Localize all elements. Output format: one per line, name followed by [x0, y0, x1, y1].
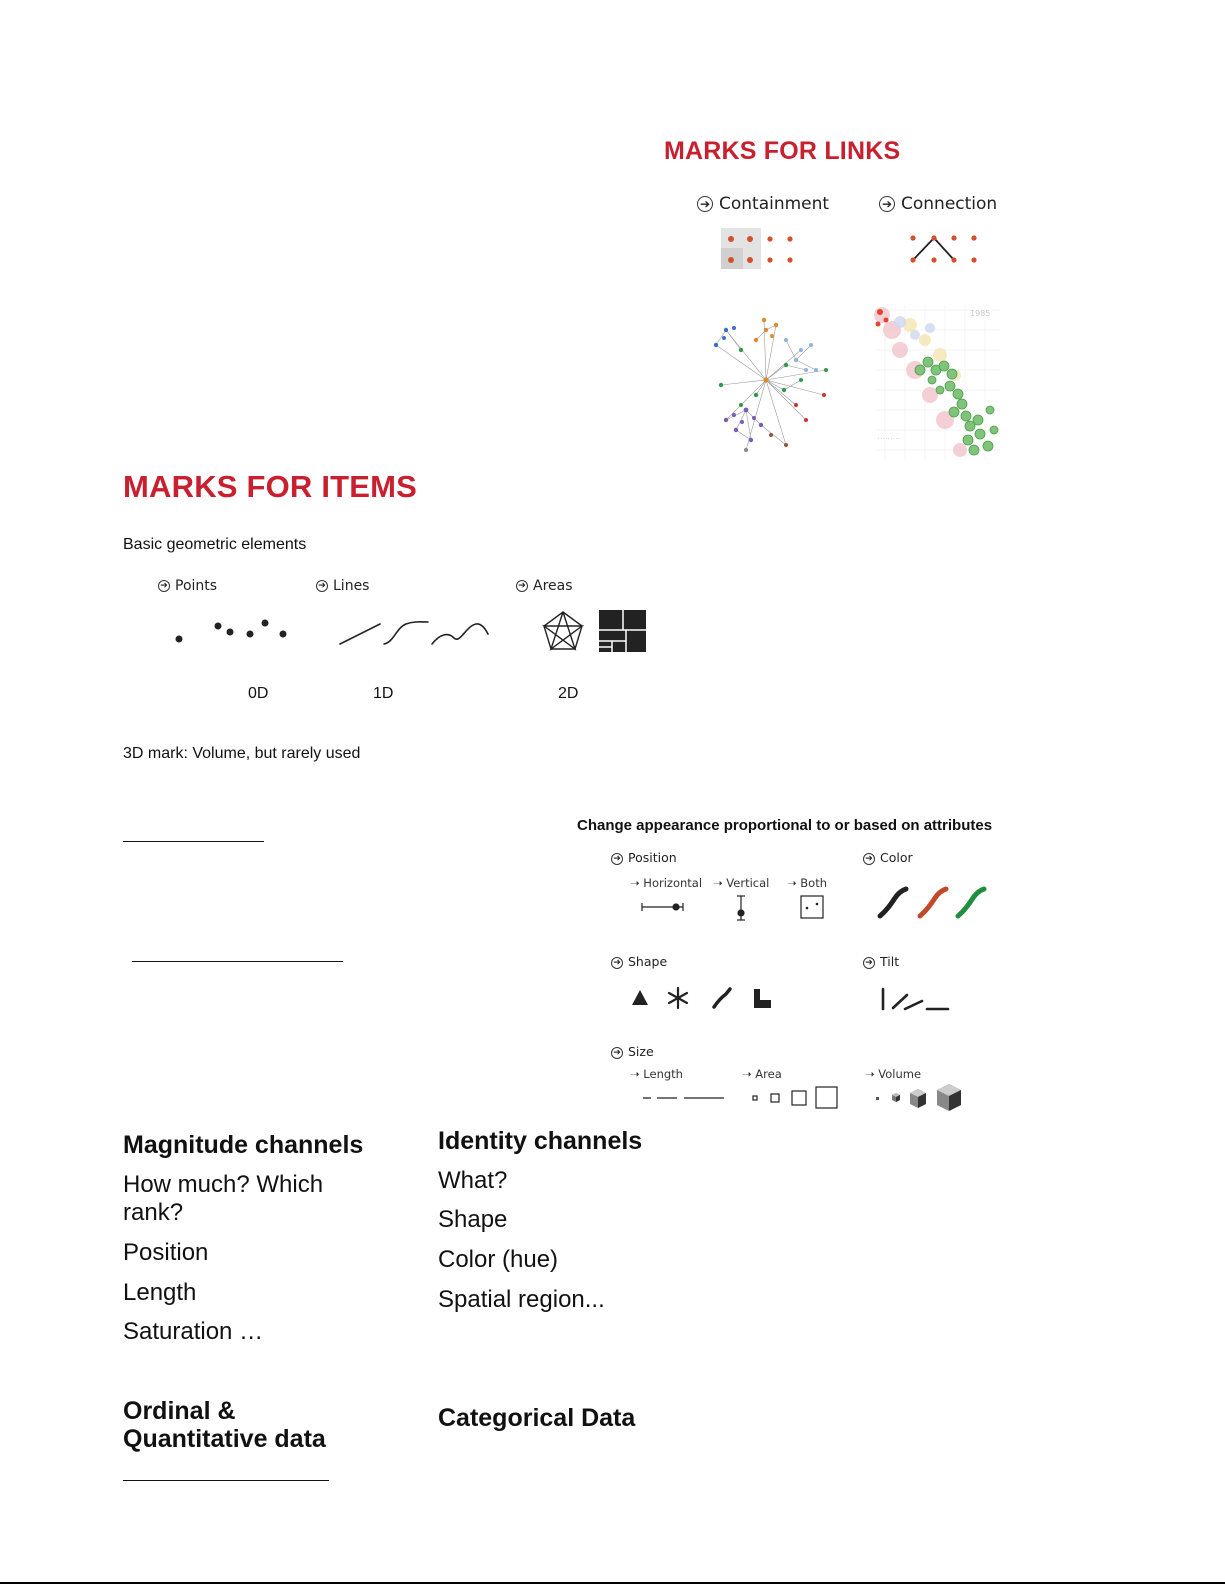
- dim-2d: 2D: [558, 685, 579, 702]
- identity-item: What?: [438, 1167, 508, 1194]
- arrow-circle-icon: ➔: [516, 580, 528, 592]
- identity-title: Identity channels: [438, 1127, 643, 1155]
- tilt-glyphs: [876, 986, 954, 1014]
- vertical-label: ➝ Vertical: [713, 876, 770, 890]
- points-text: Points: [175, 578, 218, 594]
- magnitude-title: Magnitude channels: [123, 1131, 364, 1159]
- position-label: [611, 850, 677, 865]
- channels-heading: Change appearance proportional to or based on attributes: [577, 817, 993, 834]
- path-chart-image: [870, 300, 1004, 465]
- containment-label: [697, 194, 829, 214]
- identity-item: Color (hue): [438, 1246, 559, 1273]
- underline-rule: [123, 841, 264, 842]
- position-glyphs: [640, 893, 830, 923]
- arrow-circle-icon: ➔: [158, 580, 170, 592]
- both-label: ➝ Both: [787, 876, 828, 890]
- arrow-circle-icon: ➔: [697, 196, 713, 212]
- volume-text: Volume: [878, 1067, 922, 1081]
- color-text: Color: [880, 850, 913, 865]
- horizontal-label: ➝ Horizontal: [630, 876, 703, 890]
- arrow-circle-icon: ➔: [611, 957, 623, 969]
- areas-text: Areas: [533, 578, 573, 594]
- items-title: MARKS FOR ITEMS: [123, 469, 418, 504]
- pentagon-icon: [541, 610, 585, 652]
- shape-label: [611, 954, 667, 969]
- color-label: [863, 850, 913, 865]
- network-graph-image: [706, 310, 836, 458]
- magnitude-item: Position: [123, 1239, 209, 1266]
- points-glyph: [170, 612, 295, 652]
- size-label: [611, 1044, 654, 1059]
- size-glyphs: [640, 1084, 970, 1114]
- treemap-icon: [599, 610, 646, 652]
- points-label: [158, 578, 217, 594]
- length-text: Length: [643, 1067, 683, 1081]
- areas-label: [516, 578, 573, 594]
- vertical-text: Vertical: [726, 876, 770, 890]
- arrow-circle-icon: ➔: [611, 853, 623, 865]
- connection-text: Connection: [901, 194, 998, 214]
- size-text: Size: [628, 1044, 654, 1059]
- volume-label: ➝ Volume: [865, 1067, 922, 1081]
- lines-label: [316, 578, 369, 594]
- arrow-circle-icon: ➔: [863, 853, 875, 865]
- mark-3d-text: 3D mark: Volume, but rarely used: [123, 745, 361, 762]
- shape-glyphs: [630, 985, 780, 1013]
- shape-text: Shape: [628, 954, 668, 969]
- position-text: Position: [628, 850, 677, 865]
- lines-text: Lines: [333, 578, 370, 594]
- tilt-text: Tilt: [880, 954, 900, 969]
- dim-0d: 0D: [248, 685, 269, 702]
- horizontal-text: Horizontal: [643, 876, 703, 890]
- page-bottom-border: [0, 1582, 1225, 1584]
- area-label: ➝ Area: [742, 1067, 782, 1081]
- both-text: Both: [800, 876, 828, 890]
- magnitude-item: Length: [123, 1279, 197, 1306]
- year-label: 1985: [970, 309, 991, 318]
- connection-glyph: [904, 228, 984, 268]
- area-text: Area: [755, 1067, 782, 1081]
- arrow-circle-icon: ➔: [611, 1047, 623, 1059]
- containment-text: Containment: [719, 194, 830, 214]
- ordinal-quantitative-title: Ordinal & Quantitative data: [123, 1397, 326, 1453]
- containment-glyph: [718, 226, 808, 272]
- arrow-circle-icon: ➔: [879, 196, 895, 212]
- underline-rule: [123, 1480, 329, 1481]
- lines-glyph: [336, 616, 496, 651]
- links-title: MARKS FOR LINKS: [664, 137, 901, 165]
- basic-elements-text: Basic geometric elements: [123, 536, 307, 553]
- arrow-circle-icon: ➔: [863, 957, 875, 969]
- tilt-label: [863, 954, 899, 969]
- underline-rule: [132, 961, 343, 962]
- connection-label: [879, 194, 997, 214]
- magnitude-item: How much? Which rank?: [123, 1171, 324, 1226]
- color-glyphs: [875, 884, 990, 922]
- identity-item: Spatial region...: [438, 1286, 605, 1313]
- identity-item: Shape: [438, 1206, 508, 1233]
- dim-1d: 1D: [373, 685, 394, 702]
- svg-text:· · · · · · · · ·: · · · · · · · · ·: [878, 436, 900, 441]
- arrow-circle-icon: ➔: [316, 580, 328, 592]
- categorical-title: Categorical Data: [438, 1404, 636, 1432]
- length-label: ➝ Length: [630, 1067, 683, 1081]
- magnitude-item: Saturation …: [123, 1318, 264, 1345]
